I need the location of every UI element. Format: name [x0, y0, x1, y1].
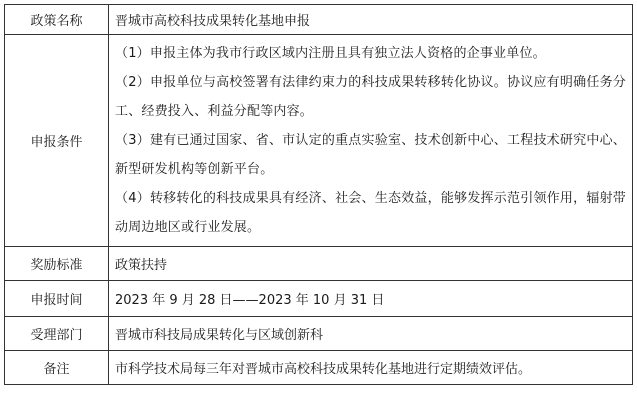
department-label: 受理部门 [5, 317, 109, 351]
conditions-label: 申报条件 [5, 35, 109, 247]
time-value: 2023 年 9 月 28 日——2023 年 10 月 31 日 [109, 281, 633, 317]
policy-name-value: 晋城市高校科技成果转化基地申报 [109, 5, 633, 35]
award-value: 政策扶持 [109, 247, 633, 281]
table-row-award [5, 247, 633, 281]
policy-name-label: 政策名称 [5, 5, 109, 35]
table-row-note [5, 351, 633, 385]
table-row-policy-name [5, 5, 633, 35]
policy-table [4, 4, 633, 385]
time-label: 申报时间 [5, 281, 109, 317]
condition-item-1: （1）申报主体为我市行政区域内注册且具有独立法人资格的企事业单位。 [115, 46, 546, 61]
note-value: 市科学技术局每三年对晋城市高校科技成果转化基地进行定期绩效评估。 [109, 351, 633, 385]
condition-item-3: （3）建有已通过国家、省、市认定的重点实验室、技术创新中心、工程技术研究中心、新型研发机构等创新平台。 [115, 133, 626, 177]
table-row-time [5, 281, 633, 317]
conditions-list [109, 35, 633, 247]
condition-item-4: （4）转移转化的科技成果具有经济、社会、生态效益，能够发挥示范引领作用，辐射带动周边地区或行业发展。 [115, 191, 626, 235]
award-label: 奖励标准 [5, 247, 109, 281]
department-value: 晋城市科技局成果转化与区域创新科 [109, 317, 633, 351]
condition-item-2: （2）申报单位与高校签署有法律约束力的科技成果转移转化协议。协议应有明确任务分工、经费投入、利益分配等内容。 [115, 75, 626, 119]
table-row-department [5, 317, 633, 351]
note-label: 备注 [5, 351, 109, 385]
table-row-conditions [5, 35, 633, 247]
